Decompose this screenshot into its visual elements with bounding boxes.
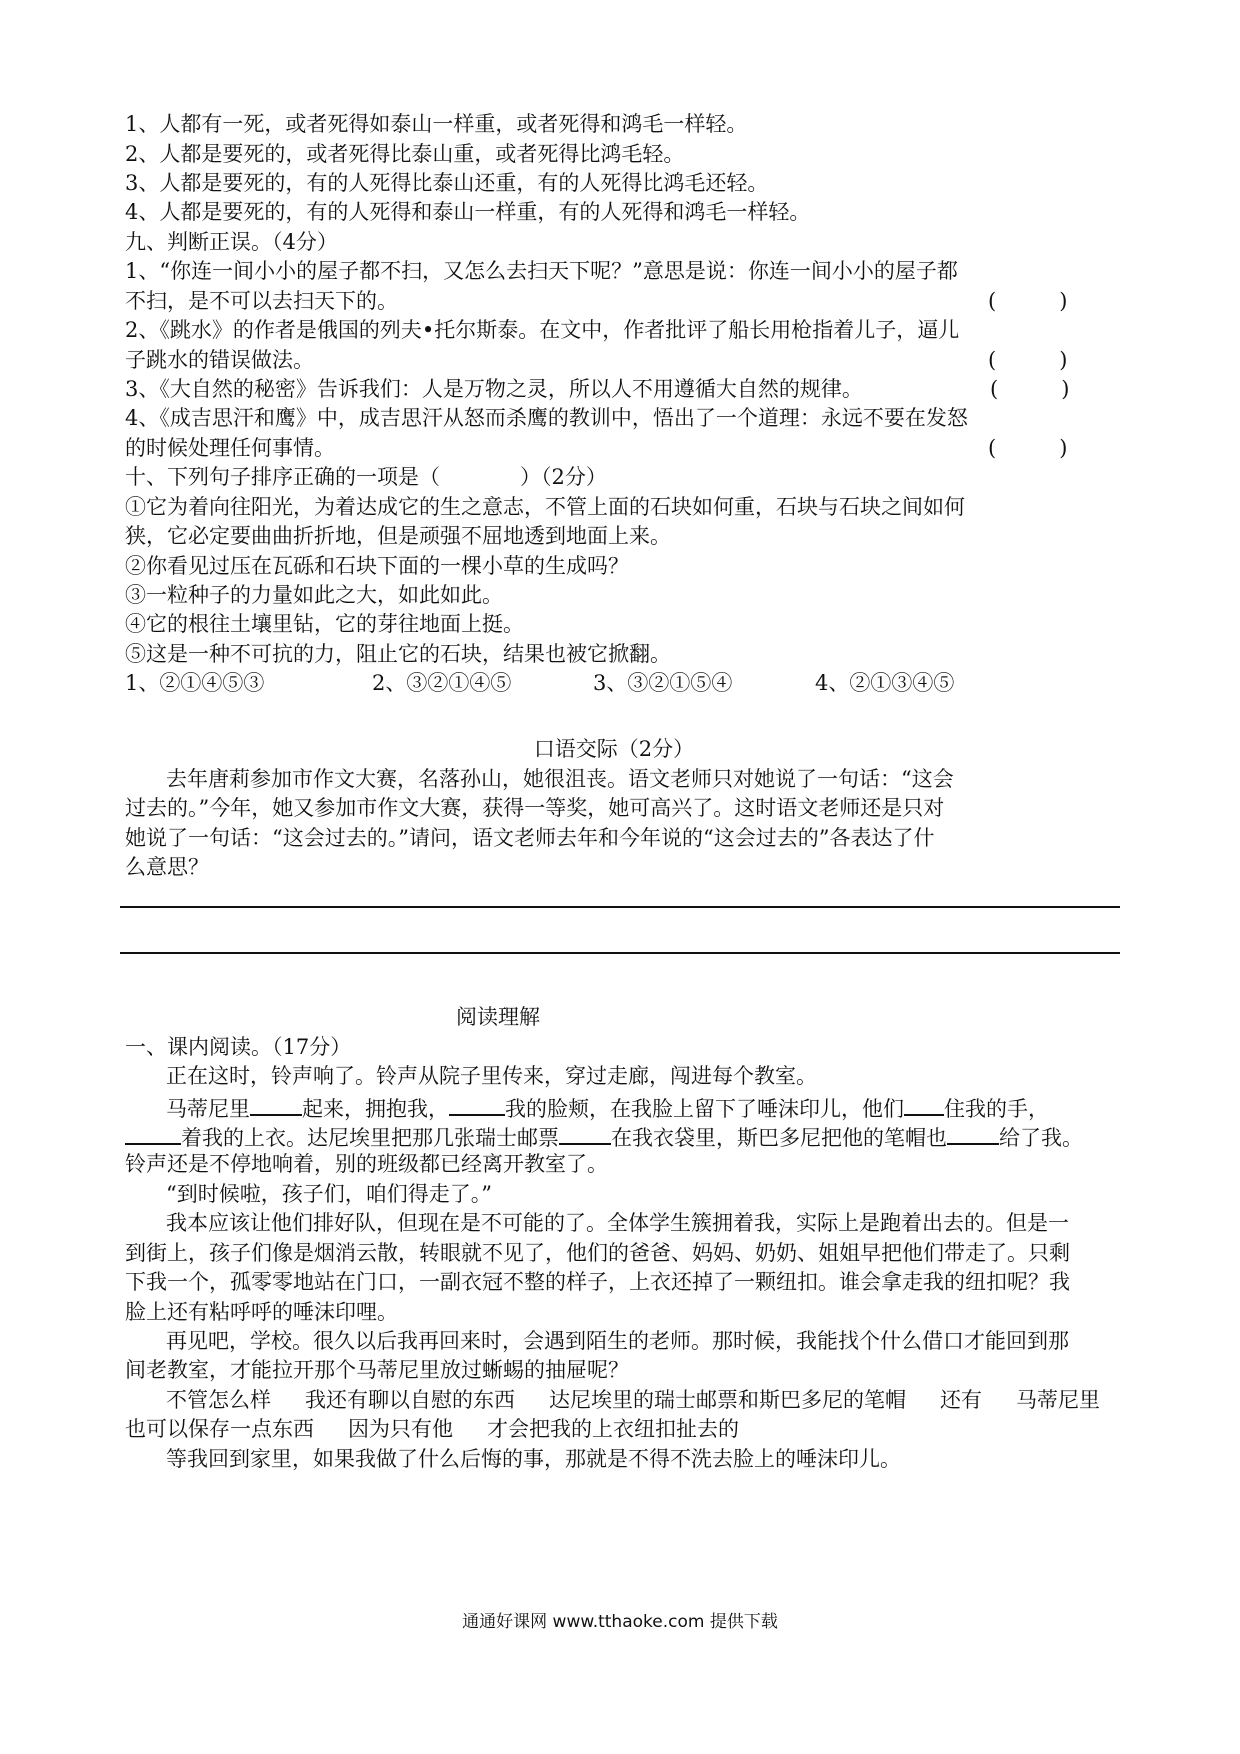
oral-text-line-2: 过去的。”今年，她又参加市作文大赛，获得一等奖，她可高兴了。这时语文老师还是只对	[125, 796, 945, 820]
q10-sentence-1-line1: ①它为着向往阳光，为着达成它的生之意志，不管上面的石块如何重，石块与石块之间如何	[125, 495, 965, 519]
reading-paragraph-4-line2: 到街上，孩子们像是烟消云散，转眼就不见了，他们的爸爸、妈妈、奶奶、姐姐早把他们带走了。只剩	[125, 1241, 1070, 1265]
q9-item-2-line1: 2、《跳水》的作者是俄国的列夫•托尔斯泰。在文中，作者批评了船长用枪指着儿子，逼儿	[125, 318, 960, 342]
oral-answer-line-2[interactable]	[120, 952, 1120, 954]
oral-text-line-4: 么意思？	[125, 855, 209, 879]
fill-blank-6[interactable]	[947, 1125, 999, 1145]
q10-option-3: 3、③②①⑤④	[593, 671, 733, 695]
oral-text-line-3: 她说了一句话：“这会过去的。”请问，语文老师去年和今年说的“这会过去的”各表达了什	[125, 826, 935, 850]
q8-option-2: 2、人都是要死的，或者死得比泰山重，或者死得比鸿毛轻。	[125, 142, 685, 166]
q10-heading	[125, 467, 607, 488]
q10-option-2: 2、③②①④⑤	[372, 671, 512, 695]
reading-paragraph-2-line3: 铃声还是不停地响着，别的班级都已经离开教室了。	[125, 1152, 608, 1176]
text-fragment: 也可以保存一点东西	[125, 1417, 314, 1441]
oral-section-title: 口语交际（2分）	[533, 737, 695, 761]
q9-item-2-line2: 子跳水的错误做法。	[125, 348, 314, 372]
text-fragment: 着我的上衣。达尼埃里把那几张瑞士邮票	[181, 1126, 559, 1150]
text-fragment: 起来，拥抱我，	[302, 1097, 449, 1121]
text-fragment: 还有	[940, 1388, 982, 1412]
text-fragment: 我的脸颊，在我脸上留下了唾沫印儿，他们	[505, 1097, 904, 1121]
reading-section-title: 阅读理解	[456, 1005, 540, 1029]
q10-heading-post: ）（2分）	[520, 465, 607, 489]
q8-option-4: 4、人都是要死的，有的人死得和泰山一样重，有的人死得和鸿毛一样轻。	[125, 200, 811, 224]
reading-paragraph-6-line2	[125, 1419, 739, 1440]
q9-heading: 九、判断正误。（4分）	[125, 230, 338, 254]
reading-part-1-heading: 一、课内阅读。（17分）	[125, 1035, 352, 1059]
q10-sentence-2: ②你看见过压在瓦砾和石块下面的一棵小草的生成吗？	[125, 554, 629, 578]
q10-option-1: 1、②①④⑤③	[125, 671, 265, 695]
text-fragment: 因为只有他	[348, 1417, 453, 1441]
q9-item-3-answer-blank[interactable]: ( )	[990, 377, 1070, 401]
q9-item-3-line1: 3、《大自然的秘密》告诉我们：人是万物之灵，所以人不用遵循大自然的规律。	[125, 377, 863, 401]
text-fragment: 马蒂尼里	[1016, 1388, 1100, 1412]
page-footer: 通通好课网 www.tthaoke.com 提供下载	[462, 1612, 778, 1632]
text-fragment: 才会把我的上衣纽扣扯去的	[487, 1417, 739, 1441]
text-fragment: 在我衣袋里，斯巴多尼把他的笔帽也	[611, 1126, 947, 1150]
q10-sentence-3: ③一粒种子的力量如此之大，如此如此。	[125, 583, 503, 607]
reading-paragraph-6-line1	[166, 1390, 1100, 1411]
reading-paragraph-4-line4: 脸上还有粘呼呼的唾沫印哩。	[125, 1300, 398, 1324]
q10-option-4: 4、②①③④⑤	[815, 671, 955, 695]
reading-paragraph-4-line3: 下我一个，孤零零地站在门口，一副衣冠不整的样子，上衣还掉了一颗纽扣。谁会拿走我的纽扣呢？我	[125, 1270, 1070, 1294]
reading-paragraph-3: “到时候啦，孩子们，咱们得走了。”	[166, 1182, 492, 1206]
q9-item-4-line1: 4、《成吉思汗和鹰》中，成吉思汗从怒而杀鹰的教训中，悟出了一个道理：永远不要在发怒	[125, 406, 968, 430]
reading-paragraph-2-line1	[166, 1096, 1049, 1120]
oral-text-line-1: 去年唐莉参加市作文大赛，名落孙山，她很沮丧。语文老师只对她说了一句话：“这会	[166, 767, 954, 791]
reading-paragraph-2-line2	[125, 1125, 1083, 1149]
fill-blank-5[interactable]	[559, 1125, 611, 1145]
reading-paragraph-5-line2: 间老教室，才能拉开那个马蒂尼里放过蜥蜴的抽屉呢？	[125, 1358, 629, 1382]
q9-item-4-answer-blank[interactable]: ( )	[988, 436, 1068, 460]
q9-item-1-line1: 1、“你连一间小小的屋子都不扫，又怎么去扫天下呢？”意思是说：你连一间小小的屋子都	[125, 259, 958, 283]
text-fragment: 马蒂尼里	[166, 1097, 250, 1121]
text-fragment: 我还有聊以自慰的东西	[305, 1388, 515, 1412]
reading-paragraph-5-line1: 再见吧，学校。很久以后我再回来时，会遇到陌生的老师。那时候，我能找个什么借口才能回到那	[166, 1329, 1069, 1353]
text-fragment: 给了我。	[999, 1126, 1083, 1150]
q10-sentence-4: ④它的根往土壤里钻，它的芽往地面上挺。	[125, 612, 524, 636]
q8-option-1: 1、人都有一死，或者死得如泰山一样重，或者死得和鸿毛一样轻。	[125, 112, 748, 136]
reading-paragraph-1: 正在这时，铃声响了。铃声从院子里传来，穿过走廊，闯进每个教室。	[166, 1064, 817, 1088]
fill-blank-4[interactable]	[125, 1125, 181, 1145]
q8-option-3: 3、人都是要死的，有的人死得比泰山还重，有的人死得比鸿毛还轻。	[125, 171, 769, 195]
fill-blank-3[interactable]	[904, 1096, 944, 1116]
text-fragment: 不管怎么样	[166, 1388, 271, 1412]
q9-item-1-answer-blank[interactable]: ( )	[988, 289, 1068, 313]
fill-blank-2[interactable]	[449, 1096, 505, 1116]
q10-sentence-5: ⑤这是一种不可抗的力，阻止它的石块，结果也被它掀翻。	[125, 642, 671, 666]
q9-item-4-line2: 的时候处理任何事情。	[125, 436, 335, 460]
q9-item-1-line2: 不扫，是不可以去扫天下的。	[125, 289, 398, 313]
text-fragment: 住我的手，	[944, 1097, 1049, 1121]
reading-paragraph-4-line1: 我本应该让他们排好队，但现在是不可能的了。全体学生簇拥着我，实际上是跑着出去的。但是一	[166, 1211, 1069, 1235]
q9-item-2-answer-blank[interactable]: ( )	[988, 348, 1068, 372]
q10-heading-pre: 十、下列句子排序正确的一项是（	[125, 465, 440, 489]
oral-answer-line-1[interactable]	[120, 906, 1120, 908]
fill-blank-1[interactable]	[250, 1096, 302, 1116]
q10-sentence-1-line2: 狭，它必定要曲曲折折地，但是顽强不屈地透到地面上来。	[125, 524, 671, 548]
reading-paragraph-7: 等我回到家里，如果我做了什么后悔的事，那就是不得不洗去脸上的唾沫印儿。	[166, 1447, 901, 1471]
text-fragment: 达尼埃里的瑞士邮票和斯巴多尼的笔帽	[549, 1388, 906, 1412]
